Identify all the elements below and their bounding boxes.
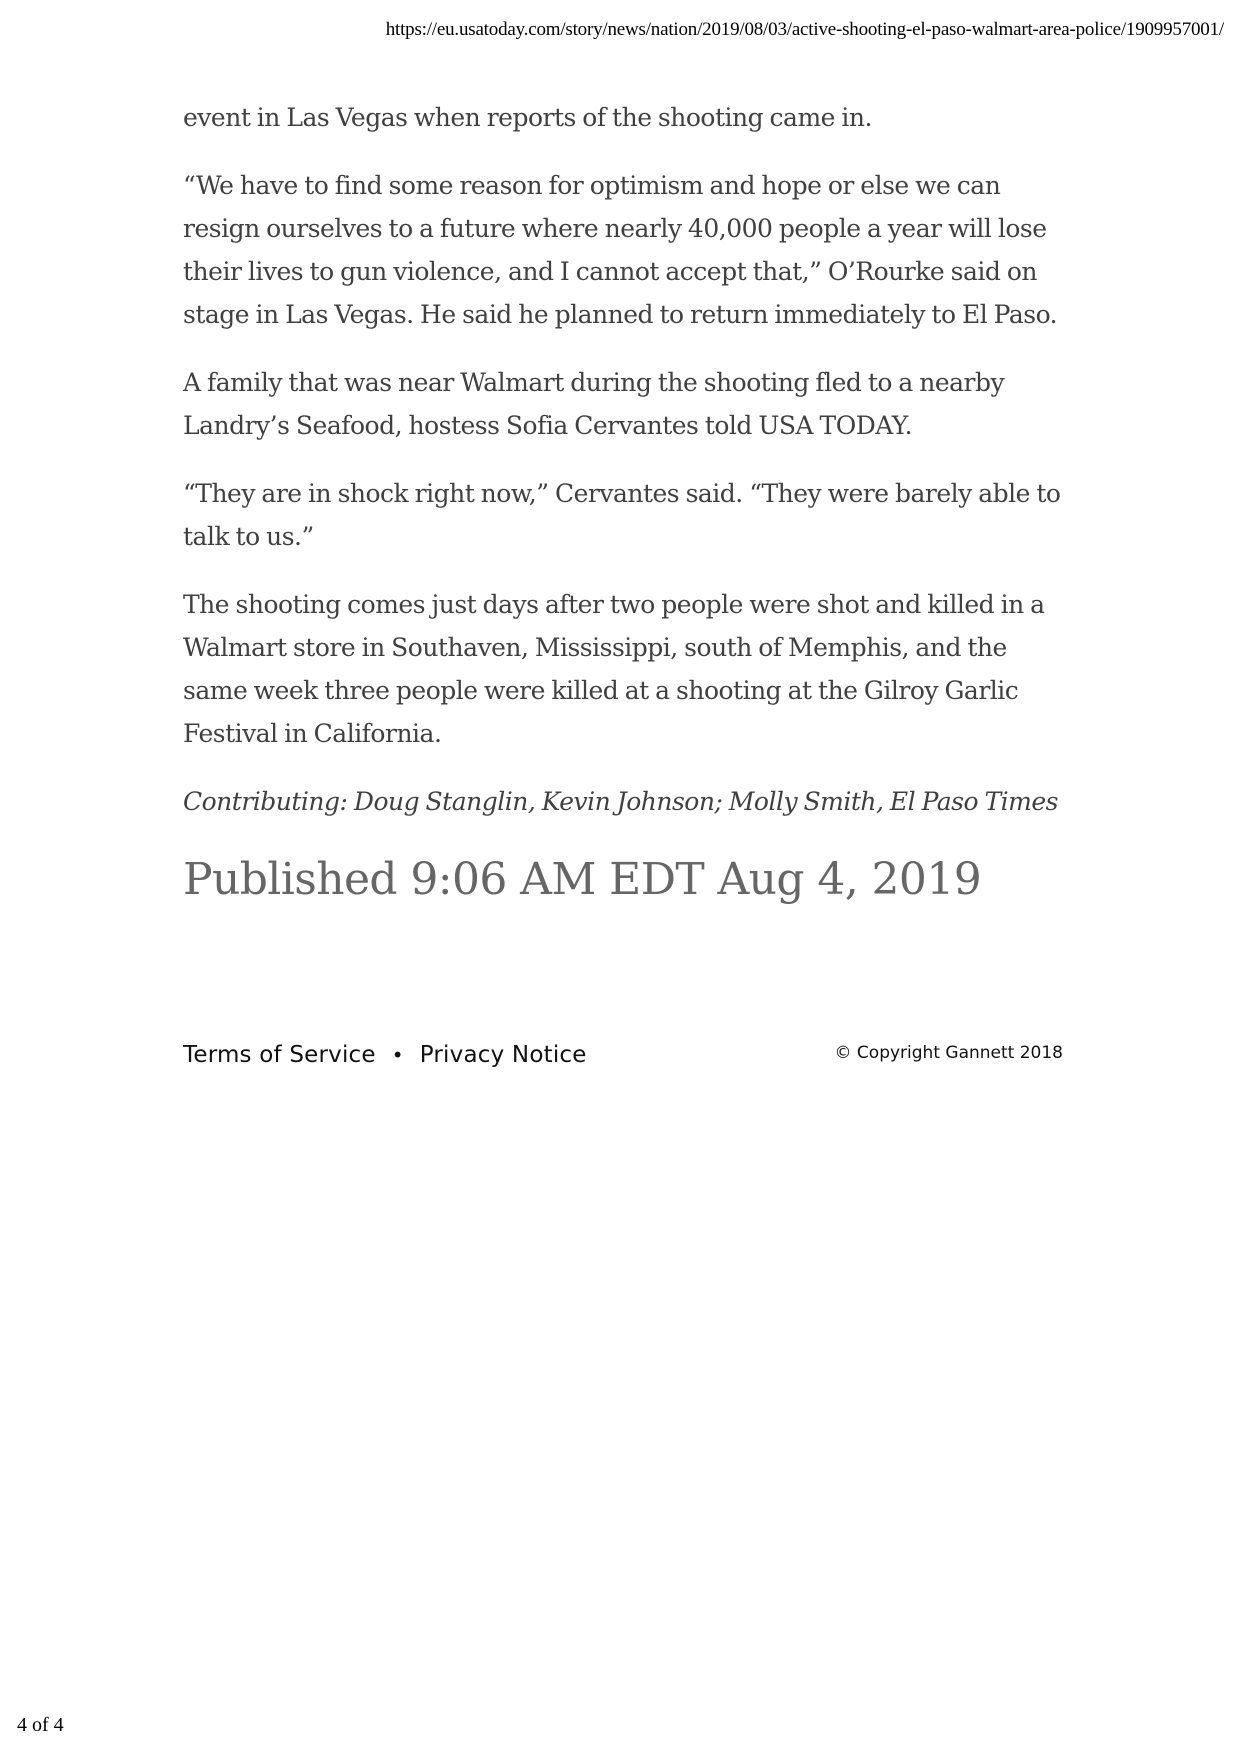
- copyright-notice: © Copyright Gannett 2018: [834, 1043, 1063, 1063]
- privacy-notice-link[interactable]: Privacy Notice: [419, 1042, 587, 1068]
- article-paragraph: “They are in shock right now,” Cervantes said. “They were barely able to talk to us.”: [183, 479, 1061, 551]
- published-timestamp: Published 9:06 AM EDT Aug 4, 2019: [183, 854, 982, 905]
- print-header-url: https://eu.usatoday.com/story/news/nation/2019/08/03/active-shooting-el-paso-walmart-area-police/1909957001/: [385, 19, 1224, 40]
- contributing-credits: Contributing: Doug Stanglin, Kevin Johnson; Molly Smith, El Paso Times: [183, 787, 1059, 816]
- footer-links: [183, 1042, 587, 1068]
- page-number: 4 of 4: [17, 1714, 64, 1736]
- footer-separator: •: [391, 1043, 404, 1067]
- terms-of-service-link[interactable]: Terms of Service: [183, 1042, 376, 1068]
- article-body: [183, 96, 1063, 907]
- article-paragraph: “We have to find some reason for optimism and hope or else we can resign ourselves to a future where nearly 40,000 people a year will lose their lives to gun violence, and I cannot accept that,” O’Rourke said on stage in Las Vegas. He said he planned to return immediately to El Paso.: [183, 171, 1058, 329]
- article-paragraph: event in Las Vegas when reports of the shooting came in.: [183, 103, 872, 132]
- article-paragraph: A family that was near Walmart during the shooting fled to a nearby Landry’s Seafood, hostess Sofia Cervantes told USA TODAY.: [183, 368, 1005, 440]
- article-paragraph: The shooting comes just days after two people were shot and killed in a Walmart store in Southaven, Mississippi, south of Memphis, and the same week three people were killed at a shooting at the Gilroy Garlic Festival in California.: [183, 590, 1045, 748]
